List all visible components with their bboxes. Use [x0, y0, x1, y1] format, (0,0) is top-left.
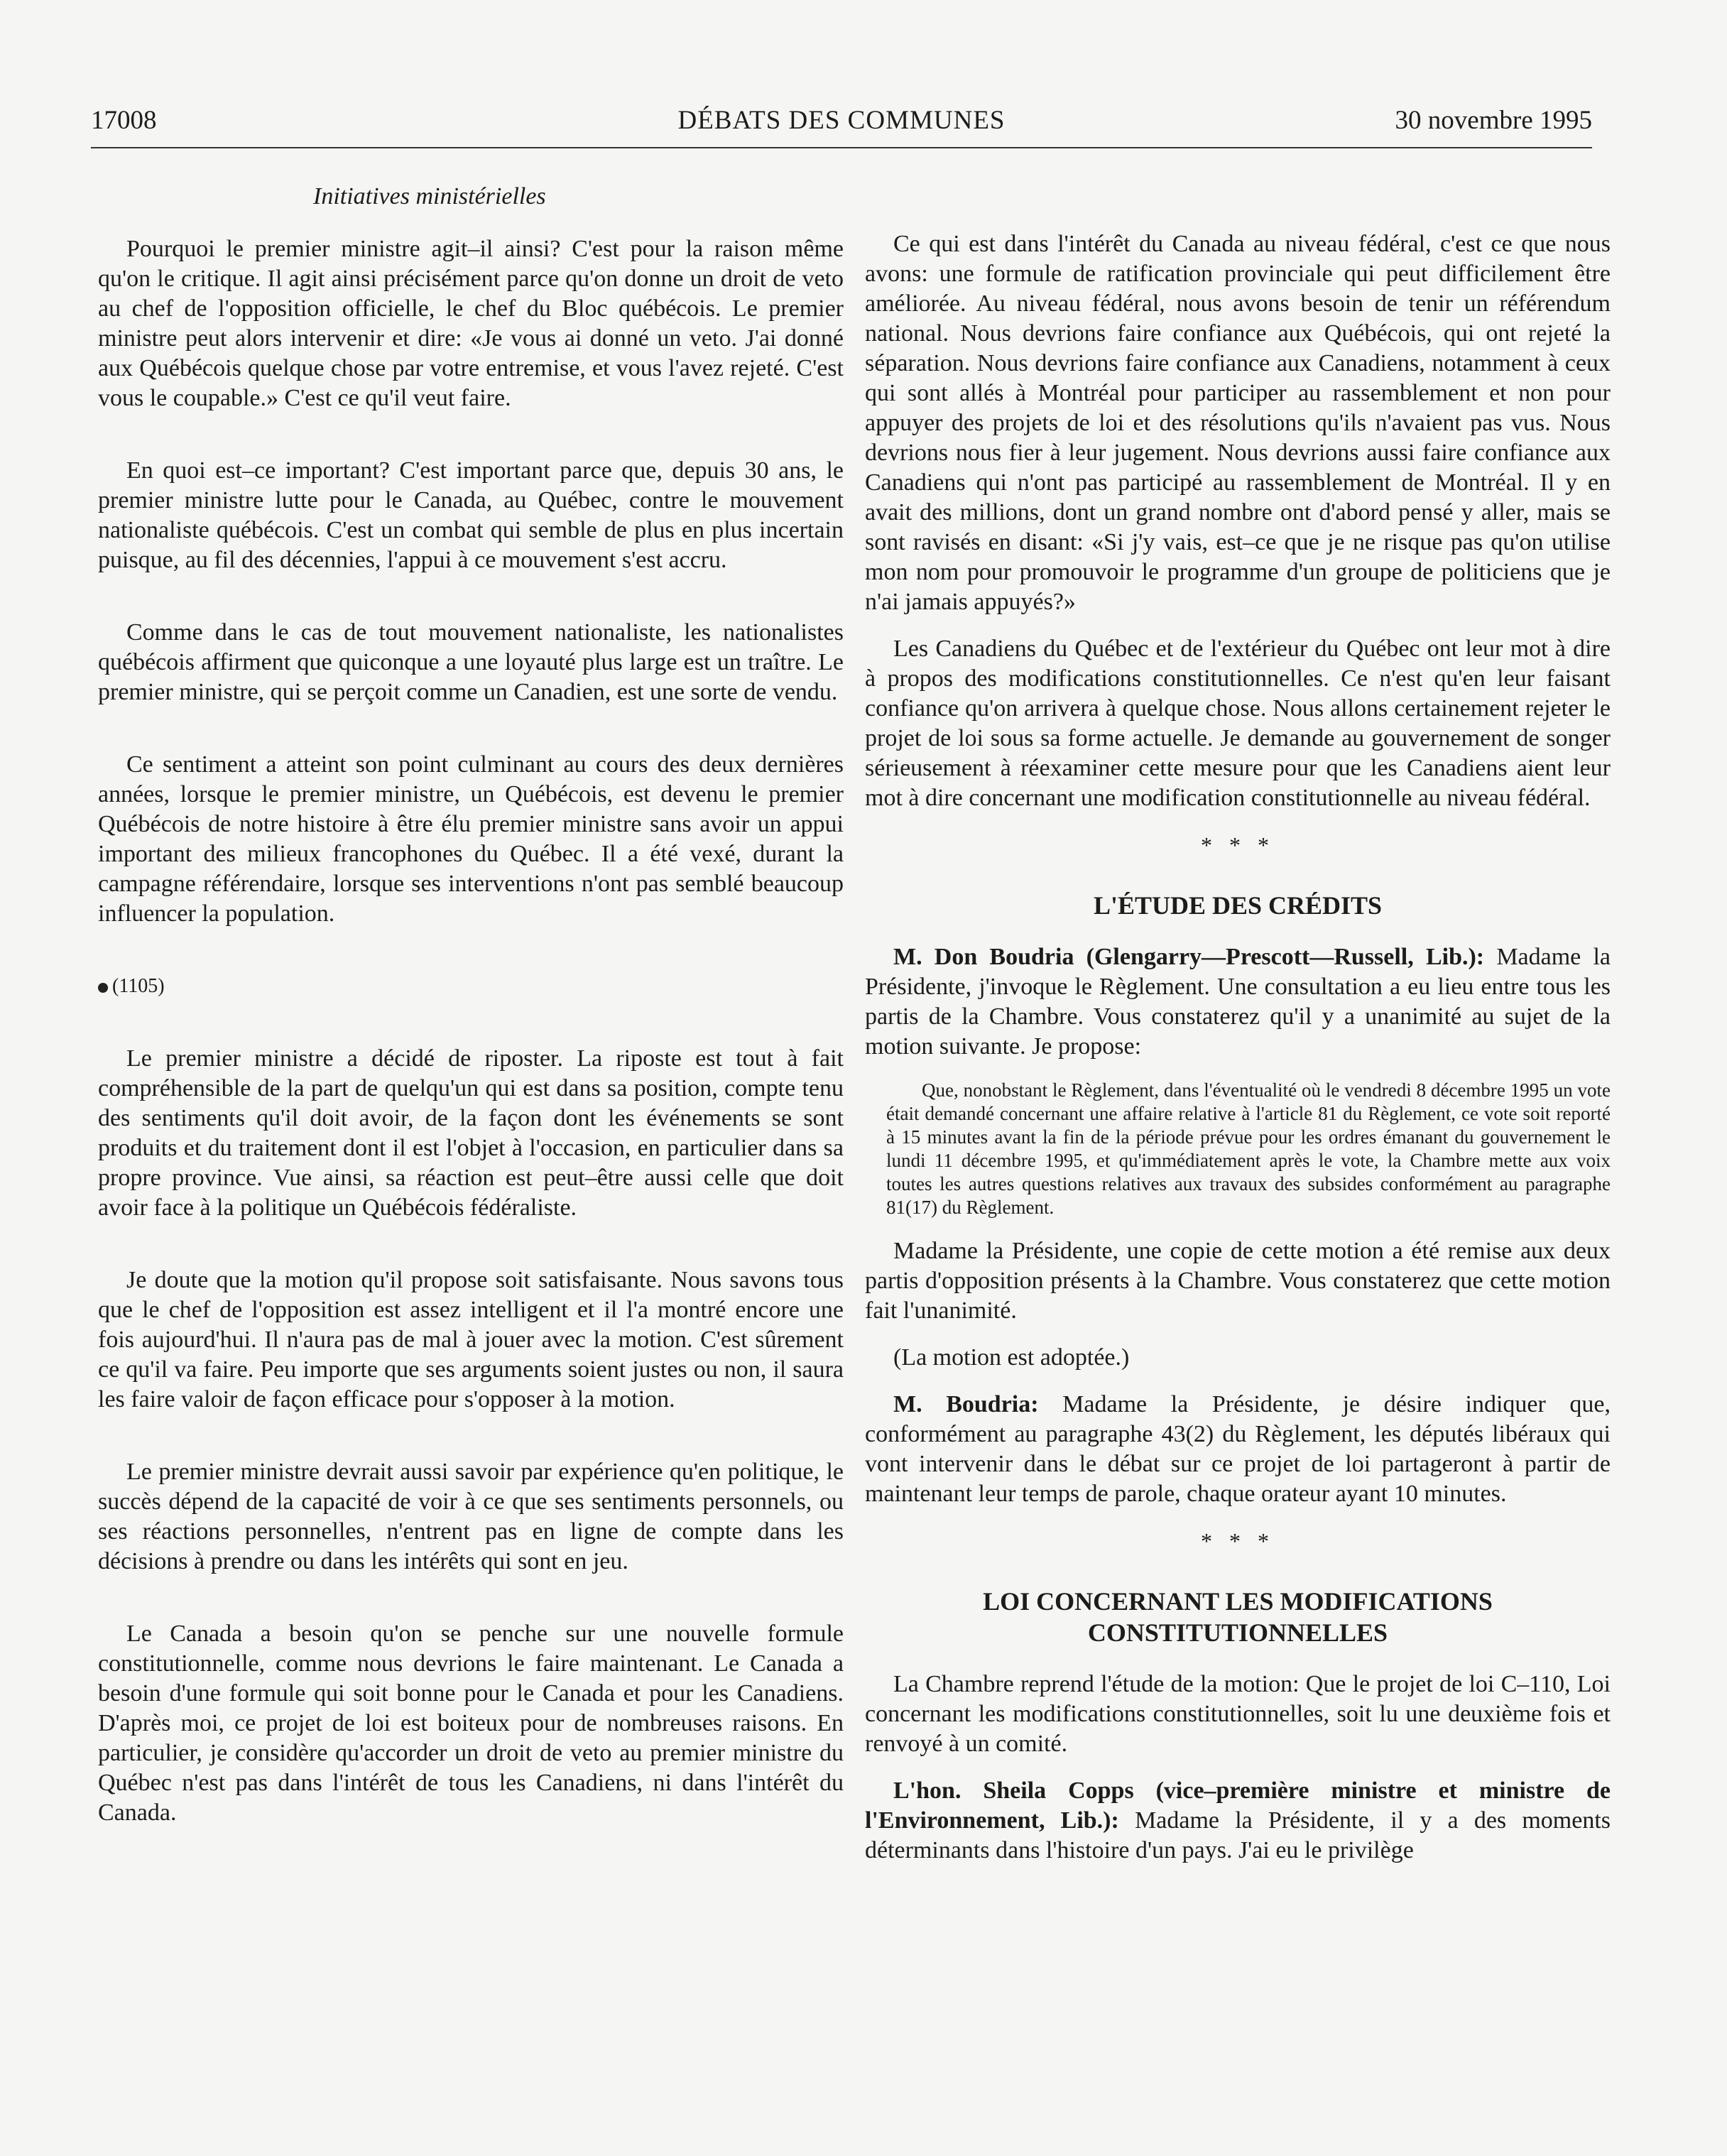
page-header: [91, 105, 1592, 148]
paragraph: Pourquoi le premier ministre agit–il ainsi? C'est pour la raison même qu'on le critique. Il agit ainsi précisément parce qu'on donne un droit de veto au chef de l'opposition officielle, le chef du Bloc québécois. Le premier ministre peut alors intervenir et dire: «Je vous ai donné un veto. J'ai donné aux Québécois quelque chose par votre entremise, et vous l'avez rejeté. C'est vous le coupable.» C'est ce qu'il veut faire.: [98, 236, 844, 411]
section-separator: * * *: [1201, 832, 1275, 858]
paragraph: Madame la Présidente, une copie de cette motion a été remise aux deux partis d'opposition présents à la Chambre. Vous constaterez que cette motion fait l'unanimité.: [865, 1238, 1611, 1324]
speaker-paragraph: [865, 942, 1611, 1062]
section-heading: L'ÉTUDE DES CRÉDITS: [1093, 891, 1383, 920]
publication-title: DÉBATS DES COMMUNES: [677, 106, 1006, 135]
right-column: [865, 229, 1611, 1883]
bullet-icon: [98, 983, 108, 993]
speaker-text: Madame la Présidente, j'invoque le Règlement. Une consultation a eu lieu entre tous les partis de la Chambre. Vous constaterez qu'il y a unanimité au sujet de la motion suivante. Je propose:: [865, 944, 1611, 1060]
paragraph: (La motion est adoptée.): [893, 1344, 1130, 1371]
section-heading: LOI CONCERNANT LES MODIFICATIONS CONSTITUTIONNELLES: [983, 1587, 1493, 1647]
header-rule: [91, 147, 1592, 148]
motion-text: Que, nonobstant le Règlement, dans l'éventualité où le vendredi 8 décembre 1995 un vote était demandé concernant une affaire relative à l'article 81 du Règlement, ce vote soit reporté à 15 minutes avant la fin de la période prévue pour les ordres émanant du gouvernement le lundi 11 décembre 1995, et qu'immédiatement après le vote, la Chambre mette aux voix toutes les autres questions relatives aux travaux des subsides conformément au paragraphe 81(17) du Règlement.: [886, 1079, 1611, 1218]
paragraph: Les Canadiens du Québec et de l'extérieur du Québec ont leur mot à dire à propos des modifications constitutionnelles. Ce n'est qu'en leur faisant confiance qu'on arrivera à quelque chose. Nous allons certainement rejeter le projet de loi sous sa forme actuelle. Je demande au gouvernement de songer sérieusement à réexaminer cette mesure pour que les Canadiens aient leur mot à dire concernant une modification constitutionnelle au niveau fédéral.: [865, 636, 1611, 811]
paragraph: Le premier ministre a décidé de riposter. La riposte est tout à fait compréhensible de la part de quelqu'un qui est dans sa position, compte tenu des sentiments qu'il doit avoir, de la façon dont les événements se sont produits et du traitement dont il est l'objet à l'occasion, en particulier dans sa propre province. Vue ainsi, sa réaction est peut–être aussi celle que doit avoir face à la politique un Québécois fédéraliste.: [98, 1045, 844, 1221]
paragraph: La Chambre reprend l'étude de la motion: Que le projet de loi C–110, Loi concernant les modifications constitutionnelles, soit lu une deuxième fois et renvoyé à un comité.: [865, 1671, 1611, 1757]
paragraph: Comme dans le cas de tout mouvement nationaliste, les nationalistes québécois affirment que quiconque a une loyauté plus large est un traître. Le premier ministre, qui se perçoit comme un Canadien, est une sorte de vendu.: [98, 619, 844, 705]
speaker-paragraph: [865, 1776, 1611, 1866]
publication-date: 30 novembre 1995: [1395, 106, 1592, 135]
speaker-name: L'hon. Sheila Copps (vice–première ministre et ministre de l'Environnement, Lib.):: [865, 1777, 1611, 1834]
section-label: Initiatives ministérielles: [313, 183, 546, 209]
speaker-name: M. Don Boudria (Glengarry—Prescott—Russell, Lib.):: [893, 944, 1485, 970]
paragraph: En quoi est–ce important? C'est important parce que, depuis 30 ans, le premier ministre lutte pour le Canada, au Québec, contre le mouvement nationaliste québécois. C'est un combat qui semble de plus en plus incertain puisque, au fil des décennies, l'appui à ce mouvement s'est accru.: [98, 457, 844, 573]
section-separator: * * *: [1201, 1528, 1275, 1554]
paragraph: Le premier ministre devrait aussi savoir par expérience qu'en politique, le succès dépend de la capacité de voir à ce que ses sentiments personnels, ou ses réactions personnelles, n'entrent pas en ligne de compte dans les décisions à prendre ou dans les intérêts qui sont en jeu.: [98, 1459, 844, 1574]
paragraph: Ce sentiment a atteint son point culminant au cours des deux dernières années, lorsque le premier ministre, un Québécois, est devenu le premier Québécois de notre histoire à être élu premier ministre sans avoir un appui important des milieux francophones du Québec. Il a été vexé, durant la campagne référendaire, lorsque ses interventions n'ont pas semblé beaucoup influencer la population.: [98, 751, 844, 927]
speaker-text: Madame la Présidente, il y a des moments déterminants dans l'histoire d'un pays. J'ai eu le privilège: [865, 1807, 1611, 1863]
paragraph: Je doute que la motion qu'il propose soit satisfaisante. Nous savons tous que le chef de l'opposition est assez intelligent et il l'a montré encore une fois aujourd'hui. Il n'aura pas de mal à jouer avec la motion. C'est sûrement ce qu'il va faire. Peu importe que ses arguments soient justes ou non, il saura les faire valoir de façon efficace pour s'opposer à la motion.: [98, 1267, 844, 1412]
time-marker-label: (1105): [112, 975, 165, 997]
left-column: [98, 234, 844, 1871]
speaker-paragraph: [865, 1390, 1611, 1509]
speaker-text: Madame la Présidente, je désire indiquer que, conformément au paragraphe 43(2) du Règlement, les députés libéraux qui vont intervenir dans le débat sur ce projet de loi partageront à partir de maintenant leur temps de parole, chaque orateur ayant 10 minutes.: [865, 1391, 1611, 1507]
paragraph: Le Canada a besoin qu'on se penche sur une nouvelle formule constitutionnelle, comme nous devrions le faire maintenant. Le Canada a besoin d'une formule qui soit bonne pour le Canada et pour les Canadiens. D'après moi, ce projet de loi est boiteux pour de nombreuses raisons. En particulier, je considère qu'accorder un droit de veto au premier ministre du Québec n'est pas dans l'intérêt de tous les Canadiens, ni dans l'intérêt du Canada.: [98, 1621, 844, 1826]
page-number: 17008: [91, 106, 157, 135]
speaker-name: M. Boudria:: [893, 1391, 1039, 1417]
paragraph: Ce qui est dans l'intérêt du Canada au niveau fédéral, c'est ce que nous avons: une formule de ratification provinciale qui peut difficilement être améliorée. Au niveau fédéral, nous avons besoin de tenir un référendum national. Nous devrions faire confiance aux Québécois, qui ont rejeté la séparation. Nous devrions faire confiance aux Canadiens, notamment à ceux qui sont allés à Montréal pour participer au rassemblement et non pour appuyer des projets de loi et des résolutions qu'ils n'avaient pas vus. Nous devrions nous fier à leur jugement. Nous devrions aussi faire confiance aux Canadiens qui n'ont pas participé au rassemblement de Montréal. Il y en avait des millions, dont un grand nombre ont d'abord pensé y aller, mais se sont ravisés en disant: «Si j'y vais, est–ce que je ne risque pas qu'on utilise mon nom pour promouvoir le programme d'un groupe de politiciens que je n'ai jamais appuyés?»: [865, 231, 1611, 615]
time-marker: [98, 971, 844, 1001]
